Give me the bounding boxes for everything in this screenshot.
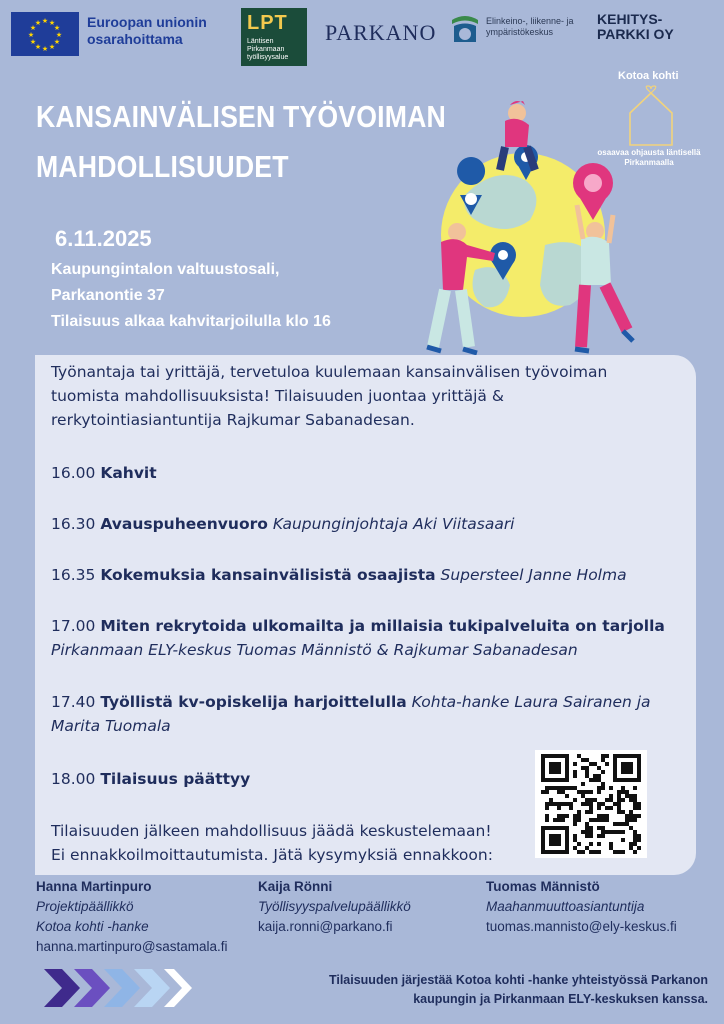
schedule-time: 17.40 [51, 693, 96, 711]
schedule-title: Miten rekrytoida ulkomailta ja millaisia tukipalveluita on tarjolla [100, 617, 665, 635]
kotoa-kohti-tagline: osaavaa ohjausta läntisellä Pirkanmaalla [597, 148, 701, 167]
svg-text:★: ★ [41, 17, 49, 25]
schedule-speaker: Kaupunginjohtaja Aki Viitasaari [272, 515, 515, 533]
eu-flag-logo [11, 12, 79, 56]
qr-code[interactable] [535, 750, 647, 858]
contact-name: Kaija Rönni [258, 879, 333, 894]
schedule-item [51, 563, 627, 587]
page-title: KANSAINVÄLISEN TYÖVOIMAN MAHDOLLISUUDET [36, 99, 446, 184]
svg-text:★: ★ [41, 45, 49, 53]
svg-text:★: ★ [29, 24, 37, 32]
schedule-time: 16.30 [51, 515, 96, 533]
schedule-time: 18.00 [51, 770, 96, 788]
contact-role: Työllisyyspalvelupäällikkö [258, 899, 411, 914]
svg-text:★: ★ [48, 19, 56, 27]
outro-text: Tilaisuuden jälkeen mahdollisuus jäädä keskustelemaan! Ei ennakkoilmoittautumista. Jätä kysymyksiä ennakkoon: [51, 822, 493, 864]
chevron-arrows-icon [44, 967, 194, 1009]
parkano-logo: PARKANO [325, 20, 437, 45]
contact-card [486, 877, 677, 937]
schedule-title: Työllistä kv-opiskelija harjoittelulla [100, 693, 407, 711]
schedule-item [51, 512, 515, 536]
schedule-time: 16.00 [51, 464, 96, 482]
contact-email[interactable]: hanna.martinpuro@sastamala.fi [36, 939, 228, 954]
intro-text: Työnantaja tai yrittäjä, tervetuloa kuulemaan kansainvälisen työvoiman tuomista mahdollisuuksista! Tilaisuuden juontaa yrittäjä & rerkytointiasiantuntija Rajkumar Sabanadesan. [51, 363, 608, 429]
svg-text:★: ★ [34, 43, 42, 51]
svg-text:★: ★ [53, 38, 61, 46]
svg-text:★: ★ [53, 24, 61, 32]
schedule-speaker: Pirkanmaan ELY-keskus Tuomas Männistö & Rajkumar Sabanadesan [51, 641, 578, 659]
svg-text:★: ★ [27, 31, 35, 39]
event-venue: Kaupungintalon valtuustosali, Parkanontie 37 Tilaisuus alkaa kahvitarjoilulla klo 16 [51, 261, 331, 330]
kotoa-kohti-logo-title: Kotoa kohti [618, 70, 679, 82]
contact-card [258, 877, 411, 937]
contact-org: Kotoa kohti -hanke [36, 919, 149, 934]
contact-email[interactable]: kaija.ronni@parkano.fi [258, 919, 393, 934]
ely-logo-icon [448, 12, 482, 46]
contact-role: Maahanmuuttoasiantuntija [486, 899, 645, 914]
schedule-time: 16.35 [51, 566, 96, 584]
svg-text:★: ★ [29, 38, 37, 46]
contact-name: Tuomas Männistö [486, 879, 600, 894]
kehitysparkki-logo: KEHITYS- PARKKI OY [597, 11, 674, 42]
schedule-title: Kokemuksia kansainvälisistä osaajista [100, 566, 436, 584]
schedule-title: Kahvit [100, 464, 157, 482]
footer-organizer-note: Tilaisuuden järjestää Kotoa kohti -hanke yhteistyössä Parkanon kaupungin ja Pirkanmaan ELY-keskuksen kanssa. [328, 973, 708, 1006]
eu-funding-text: Euroopan unionin osarahoittama [87, 14, 207, 47]
schedule-speaker: Supersteel Janne Holma [440, 566, 627, 584]
contact-email[interactable]: tuomas.mannisto@ely-keskus.fi [486, 919, 677, 934]
contact-name: Hanna Martinpuro [36, 879, 152, 894]
schedule-item [51, 614, 665, 662]
schedule-item [51, 690, 651, 738]
schedule-speaker: Kohta-hanke Laura Sairanen ja [411, 693, 651, 711]
svg-text:★: ★ [48, 43, 56, 51]
schedule-item [51, 767, 250, 791]
schedule-title: Avauspuheenvuoro [100, 515, 268, 533]
contact-card [36, 877, 228, 957]
schedule-title: Tilaisuus päättyy [100, 770, 251, 788]
schedule-time: 17.00 [51, 617, 96, 635]
event-date: 6.11.2025 [55, 226, 152, 251]
schedule-item [51, 461, 157, 485]
svg-text:★: ★ [55, 31, 63, 39]
ely-text: Elinkeino-, liikenne- ja ympäristökeskus [486, 16, 574, 37]
svg-text:★: ★ [34, 19, 42, 27]
globe-people-illustration [405, 85, 655, 365]
schedule-speaker: Marita Tuomala [51, 717, 171, 735]
lpt-logo: LPT Läntisen Pirkanmaan työllisyysalue [241, 8, 307, 66]
contact-role: Projektipäällikkö [36, 899, 134, 914]
